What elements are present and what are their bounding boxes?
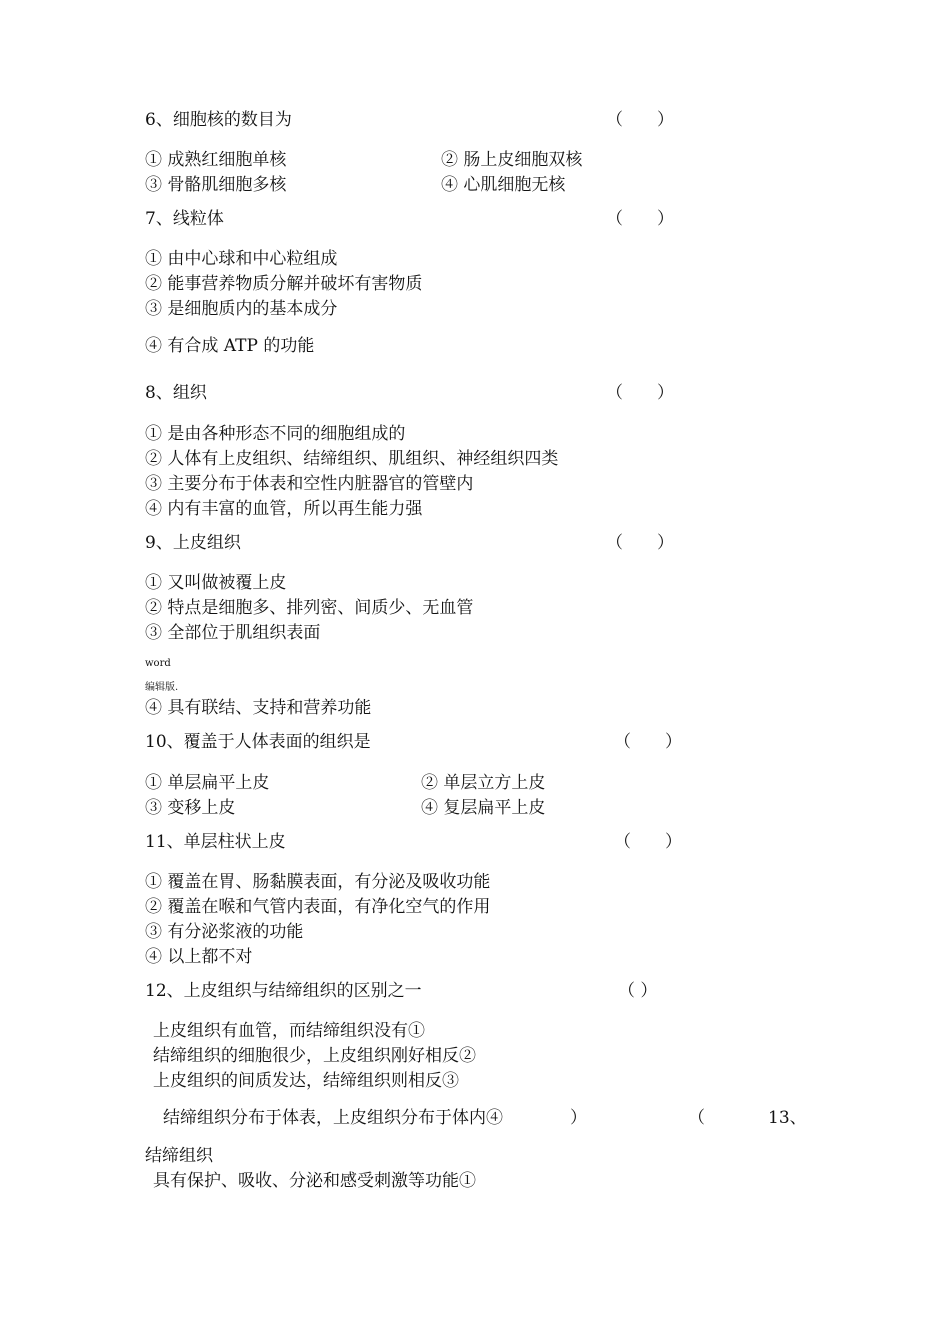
q10-option-1: ① 单层扁平上皮 bbox=[145, 773, 270, 793]
q10-answer-paren: （ ） bbox=[614, 732, 682, 752]
q7-option-4: ④ 有合成 ATP 的功能 bbox=[145, 336, 315, 356]
q8-option-2: ② 人体有上皮组织、结缔组织、肌组织、神经组织四类 bbox=[145, 449, 559, 469]
q9-option-4: ④ 具有联结、支持和营养功能 bbox=[145, 698, 372, 718]
q13-answer-paren: （ bbox=[688, 1108, 705, 1128]
q12-answer-paren: （ ） bbox=[618, 981, 658, 1001]
footer-word: word bbox=[145, 658, 171, 669]
q10-stem: 10、覆盖于人体表面的组织是 bbox=[145, 732, 371, 752]
q11-option-3: ③ 有分泌浆液的功能 bbox=[145, 922, 304, 942]
q9-answer-paren: （ ） bbox=[606, 533, 674, 553]
q11-option-4: ④ 以上都不对 bbox=[145, 947, 253, 967]
q11-option-2: ② 覆盖在喉和气管内表面，有净化空气的作用 bbox=[145, 897, 491, 917]
footer-edition: 编辑版. bbox=[145, 682, 179, 693]
q8-answer-paren: （ ） bbox=[606, 383, 674, 403]
q7-stem: 7、线粒体 bbox=[145, 209, 224, 229]
q7-option-3: ③ 是细胞质内的基本成分 bbox=[145, 299, 338, 319]
q7-option-1: ① 由中心球和中心粒组成 bbox=[145, 249, 338, 269]
q7-answer-paren: （ ） bbox=[606, 209, 674, 229]
q12-option-3: 上皮组织的间质发达，结缔组织则相反③ bbox=[153, 1071, 459, 1091]
q12-stem: 12、上皮组织与结缔组织的区别之一 bbox=[145, 981, 422, 1001]
q10-option-4: ④ 复层扁平上皮 bbox=[421, 798, 546, 818]
q6-option-1: ① 成熟红细胞单核 bbox=[145, 150, 287, 170]
q9-stem: 9、上皮组织 bbox=[145, 533, 241, 553]
q13-option-1: 具有保护、吸收、分泌和感受刺激等功能① bbox=[153, 1171, 476, 1191]
q9-option-2: ② 特点是细胞多、排列密、间质少、无血管 bbox=[145, 598, 474, 618]
q9-option-3: ③ 全部位于肌组织表面 bbox=[145, 623, 321, 643]
q13-stem: 结缔组织 bbox=[145, 1146, 213, 1166]
q8-option-4: ④ 内有丰富的血管，所以再生能力强 bbox=[145, 499, 423, 519]
q6-option-4: ④ 心肌细胞无核 bbox=[441, 175, 566, 195]
q11-option-1: ① 覆盖在胃、肠黏膜表面，有分泌及吸收功能 bbox=[145, 872, 491, 892]
q12-option-4: 结缔组织分布于体表，上皮组织分布于体内④ bbox=[163, 1108, 503, 1128]
q6-option-2: ② 肠上皮细胞双核 bbox=[441, 150, 583, 170]
q7-option-2: ② 能事营养物质分解并破坏有害物质 bbox=[145, 274, 423, 294]
q8-stem: 8、组织 bbox=[145, 383, 207, 403]
q12-close-paren: ） bbox=[570, 1108, 587, 1128]
q10-option-3: ③ 变移上皮 bbox=[145, 798, 236, 818]
q11-answer-paren: （ ） bbox=[614, 832, 682, 852]
q13-number: 13、 bbox=[768, 1108, 807, 1128]
q6-stem: 6、细胞核的数目为 bbox=[145, 110, 292, 130]
q11-stem: 11、单层柱状上皮 bbox=[145, 832, 286, 852]
q9-option-1: ① 又叫做被覆上皮 bbox=[145, 573, 287, 593]
q8-option-3: ③ 主要分布于体表和空性内脏器官的管壁内 bbox=[145, 474, 474, 494]
q10-option-2: ② 单层立方上皮 bbox=[421, 773, 546, 793]
q6-option-3: ③ 骨骼肌细胞多核 bbox=[145, 175, 287, 195]
q8-option-1: ① 是由各种形态不同的细胞组成的 bbox=[145, 424, 406, 444]
q12-option-2: 结缔组织的细胞很少，上皮组织刚好相反② bbox=[153, 1046, 476, 1066]
q6-answer-paren: （ ） bbox=[606, 110, 674, 130]
q12-option-1: 上皮组织有血管，而结缔组织没有① bbox=[153, 1021, 425, 1041]
